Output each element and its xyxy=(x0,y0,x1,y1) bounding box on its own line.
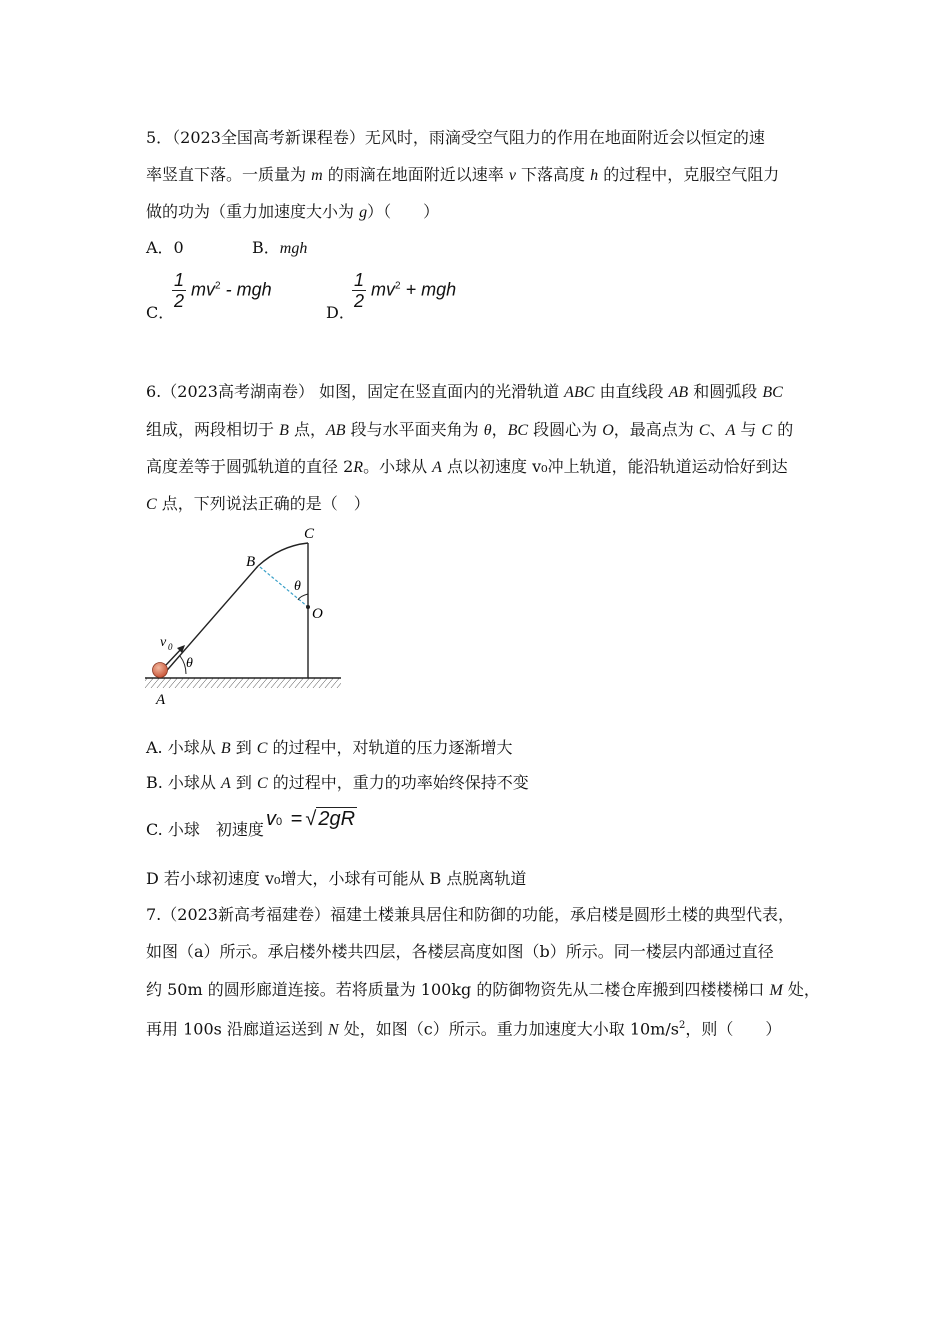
q5-line-2: 率竖直下落。一质量为 m 的雨滴在地面附近以速率 v 下落高度 h 的过程中，克服空气阻力 xyxy=(146,165,780,184)
q7-line-2: 如图（a）所示。承启楼外楼共四层，各楼层高度如图（b）所示。同一楼层内部通过直径 xyxy=(146,942,774,961)
label-c: C xyxy=(304,526,315,542)
label-theta-o: θ xyxy=(294,579,301,594)
q6-option-b: B. 小球从 A 到 C 的过程中，重力的功率始终保持不变 xyxy=(146,773,529,792)
label-b: B xyxy=(246,554,256,570)
q6-line-2: 组成，两段相切于 B 点，AB 段与水平面夹角为 θ，BC 段圆心为 O，最高点为 C、A 与 C 的 xyxy=(146,420,794,439)
track-diagram xyxy=(140,522,350,712)
q5-option-c-formula: $\frac{1}{2}$ $mv^2$ - mgh xyxy=(174,270,272,311)
q7-line-4: 再用 100s 沿廊道运送到 N 处，如图（c）所示。重力加速度大小取 $10m/s^2$，则（ ） xyxy=(146,1019,782,1039)
q5-option-a: A．0 xyxy=(146,238,184,257)
center-o-dot xyxy=(306,605,310,609)
q7-line-3: 约 50m 的圆形廊道连接。若将质量为 100kg 的防御物资先从二楼仓库搬到四楼楼梯口 M 处， xyxy=(146,980,820,999)
track-bc-arc xyxy=(258,543,308,566)
q6-line-3: 高度差等于圆弧轨道的直径 2R。小球从 A 点以初速度 v₀冲上轨道，能沿轨道运动恰好到达 xyxy=(146,457,788,476)
label-v-sub: 0 xyxy=(168,642,173,652)
q5-line-1: 5．（2023全国高考新课程卷）无风时，雨滴受空气阻力的作用在地面附近会以恒定的速 xyxy=(146,128,765,147)
q6-option-c: C. 小球 初速度 xyxy=(146,820,264,839)
q6-line-1: 6.（2023高考湖南卷） 如图，固定在竖直面内的光滑轨道 ABC 由直线段 AB 和圆弧段 BC xyxy=(146,382,783,401)
label-a: A xyxy=(156,692,166,708)
q6-line-4: C 点，下列说法正确的是（ ） xyxy=(146,494,370,513)
q6-option-a: A. 小球从 B 到 C 的过程中，对轨道的压力逐渐增大 xyxy=(146,738,513,757)
ball xyxy=(153,663,168,678)
q7-line-1: 7.（2023新高考福建卷）福建土楼兼具居住和防御的功能，承启楼是圆形土楼的典型代表， xyxy=(146,905,794,924)
q5-line-3: 做的功为（重力加速度大小为 g）（ ） xyxy=(146,202,440,221)
q6-option-d: D 若小球初速度 v₀增大，小球有可能从 B 点脱离轨道 xyxy=(146,869,527,888)
label-theta-a: θ xyxy=(186,656,193,671)
ground-hatch xyxy=(145,678,341,688)
label-o: O xyxy=(312,606,323,622)
track-ab xyxy=(162,566,258,676)
q5-option-d-formula: $\frac{1}{2}$ $mv^2$ + mgh xyxy=(354,270,457,311)
q6-option-c-formula: v0 = √ 2gR xyxy=(266,808,356,830)
theta-arc-o xyxy=(298,594,308,600)
q5-option-b: B．mgh xyxy=(252,238,308,257)
q5-option-d-label: D． xyxy=(326,303,355,322)
label-v: v xyxy=(160,635,167,650)
q5-option-c-label: C． xyxy=(146,303,175,322)
